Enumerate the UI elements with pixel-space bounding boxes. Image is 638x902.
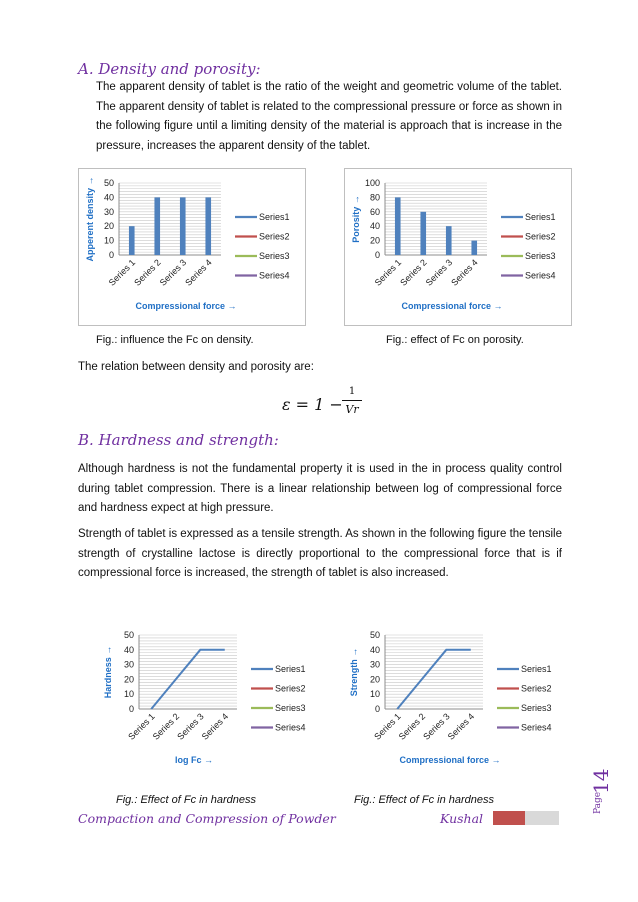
porosity-chart-svg <box>345 169 571 325</box>
y-tick-label: 100 <box>364 178 380 188</box>
relation-text: The relation between density and porosity are: <box>78 361 314 373</box>
x-tick-label: Series 1 <box>372 711 403 742</box>
legend-label: Series1 <box>275 664 306 674</box>
y-tick-label: 0 <box>374 250 380 260</box>
x-tick-label: Series 4 <box>199 711 231 742</box>
y-tick-label: 40 <box>123 644 134 655</box>
legend-label: Series4 <box>521 722 552 733</box>
x-tick-label: Series 3 <box>157 257 189 288</box>
y-tick-label: 20 <box>103 221 114 232</box>
section-b-paragraph-1: Although hardness is not the fundamental property it is used in the in process quality control during tablet compression. There is a linear relationship between log of compressional force and hardness expect at high pressure. <box>78 463 562 514</box>
density-caption: Fig.: influence the Fc on density. <box>96 334 254 346</box>
y-tick-label: 30 <box>123 659 134 670</box>
y-tick-label: 50 <box>123 630 134 640</box>
x-tick-label: Series 4 <box>183 257 214 288</box>
y-axis-title: Strength → <box>349 647 359 697</box>
footer-gray-block <box>525 811 559 825</box>
bar <box>205 197 211 255</box>
x-tick-label: Series 1 <box>372 257 404 288</box>
bar <box>180 197 186 255</box>
x-tick-label: Series 4 <box>449 257 480 288</box>
y-tick-label: 60 <box>369 206 380 217</box>
y-tick-label: 10 <box>103 235 114 246</box>
x-tick-label: Series 2 <box>398 257 429 288</box>
y-tick-label: 10 <box>369 689 380 700</box>
x-axis-title: Compressional force → <box>401 301 503 311</box>
bar <box>471 241 477 255</box>
y-axis-title: Porosity → <box>351 195 361 243</box>
density-chart-svg <box>79 169 305 325</box>
x-tick-label: Series 3 <box>423 257 455 288</box>
y-tick-label: 20 <box>123 674 134 685</box>
formula-numerator: 1 <box>348 386 356 397</box>
y-tick-label: 0 <box>128 704 134 714</box>
x-tick-label: Series 2 <box>150 711 182 742</box>
x-tick-label: Series 3 <box>421 711 452 742</box>
bar <box>446 226 452 255</box>
x-axis-title: log Fc → <box>175 755 213 765</box>
legend-label: Series4 <box>525 270 556 281</box>
y-tick-label: 20 <box>369 235 380 246</box>
x-tick-label: Series 2 <box>132 257 163 288</box>
section-a-paragraph: The apparent density of tablet is the ratio of the weight and geometric volume of the tablet. The apparent density of tablet is related to the compressional pressure or force as shown in the following figure until a limiting density of the material is approach that is increase in the pressure, increases the apparent density of the tablet. <box>96 81 562 152</box>
y-tick-label: 10 <box>123 689 134 700</box>
legend-label: Series3 <box>259 251 290 261</box>
hardness-caption-2: Fig.: Effect of Fc in hardness <box>354 794 495 806</box>
x-axis-title: Compressional force → <box>135 301 237 311</box>
x-tick-label: Series 3 <box>175 711 206 742</box>
bar <box>395 197 401 255</box>
formula-lhs: ε = 1 − <box>282 395 343 414</box>
porosity-chart <box>344 168 572 326</box>
legend-label: Series1 <box>525 212 556 222</box>
legend-label: Series3 <box>525 251 556 261</box>
y-tick-label: 30 <box>103 206 114 217</box>
footer-author: Kushal <box>440 811 484 826</box>
x-tick-label: Series 1 <box>126 711 157 742</box>
legend-label: Series2 <box>275 683 306 694</box>
page-number-tag <box>577 756 627 816</box>
hardness-caption-1: Fig.: Effect of Fc in hardness <box>116 794 257 806</box>
bar <box>420 212 426 255</box>
hardness-chart <box>98 620 324 772</box>
legend-label: Series2 <box>525 231 556 242</box>
y-tick-label: 40 <box>369 221 380 232</box>
density-chart <box>78 168 306 326</box>
y-tick-label: 40 <box>103 192 114 203</box>
x-axis-title: Compressional force → <box>399 755 501 765</box>
porosity-caption: Fig.: effect of Fc on porosity. <box>386 334 524 346</box>
x-tick-label: Series 4 <box>445 711 477 742</box>
y-tick-label: 50 <box>369 630 380 640</box>
legend-label: Series2 <box>259 231 290 242</box>
legend-label: Series1 <box>259 212 290 222</box>
section-b-paragraph-2: Strength of tablet is expressed as a tensile strength. As shown in the following figure the tensile strength of crystalline lactose is directly proportional to the compressional force that is if compressional force is increased, the strength of tablet is also increased. <box>78 528 562 579</box>
footer-accent-block <box>493 811 525 825</box>
section-a-heading: A. Density and porosity: <box>78 60 261 78</box>
legend-label: Series3 <box>521 703 552 713</box>
legend-label: Series2 <box>521 683 552 694</box>
y-tick-label: 20 <box>369 674 380 685</box>
bar <box>129 226 135 255</box>
bar <box>154 197 160 255</box>
y-axis-title: Apperent density → <box>85 176 95 262</box>
strength-chart <box>344 620 570 772</box>
legend-label: Series1 <box>521 664 552 674</box>
y-tick-label: 30 <box>369 659 380 670</box>
formula-denominator: Vr <box>345 403 359 416</box>
x-tick-label: Series 1 <box>106 257 138 288</box>
x-tick-label: Series 2 <box>396 711 428 742</box>
y-tick-label: 50 <box>103 178 114 188</box>
legend-label: Series4 <box>259 270 290 281</box>
section-b-heading: B. Hardness and strength: <box>78 431 279 449</box>
y-tick-label: 0 <box>108 250 114 260</box>
legend-label: Series4 <box>275 722 306 733</box>
strength-chart-svg <box>345 621 569 771</box>
formula-fraction-bar <box>342 400 362 401</box>
y-tick-label: 0 <box>374 704 380 714</box>
page-label: Page <box>593 791 603 814</box>
porosity-formula <box>282 387 372 423</box>
y-tick-label: 40 <box>369 644 380 655</box>
y-tick-label: 80 <box>369 192 380 203</box>
legend-label: Series3 <box>275 703 306 713</box>
y-axis-title: Hardness → <box>103 645 113 699</box>
footer-title: Compaction and Compression of Powder <box>78 811 336 826</box>
hardness-chart-svg <box>99 621 323 771</box>
page-number: 14 <box>589 768 613 794</box>
